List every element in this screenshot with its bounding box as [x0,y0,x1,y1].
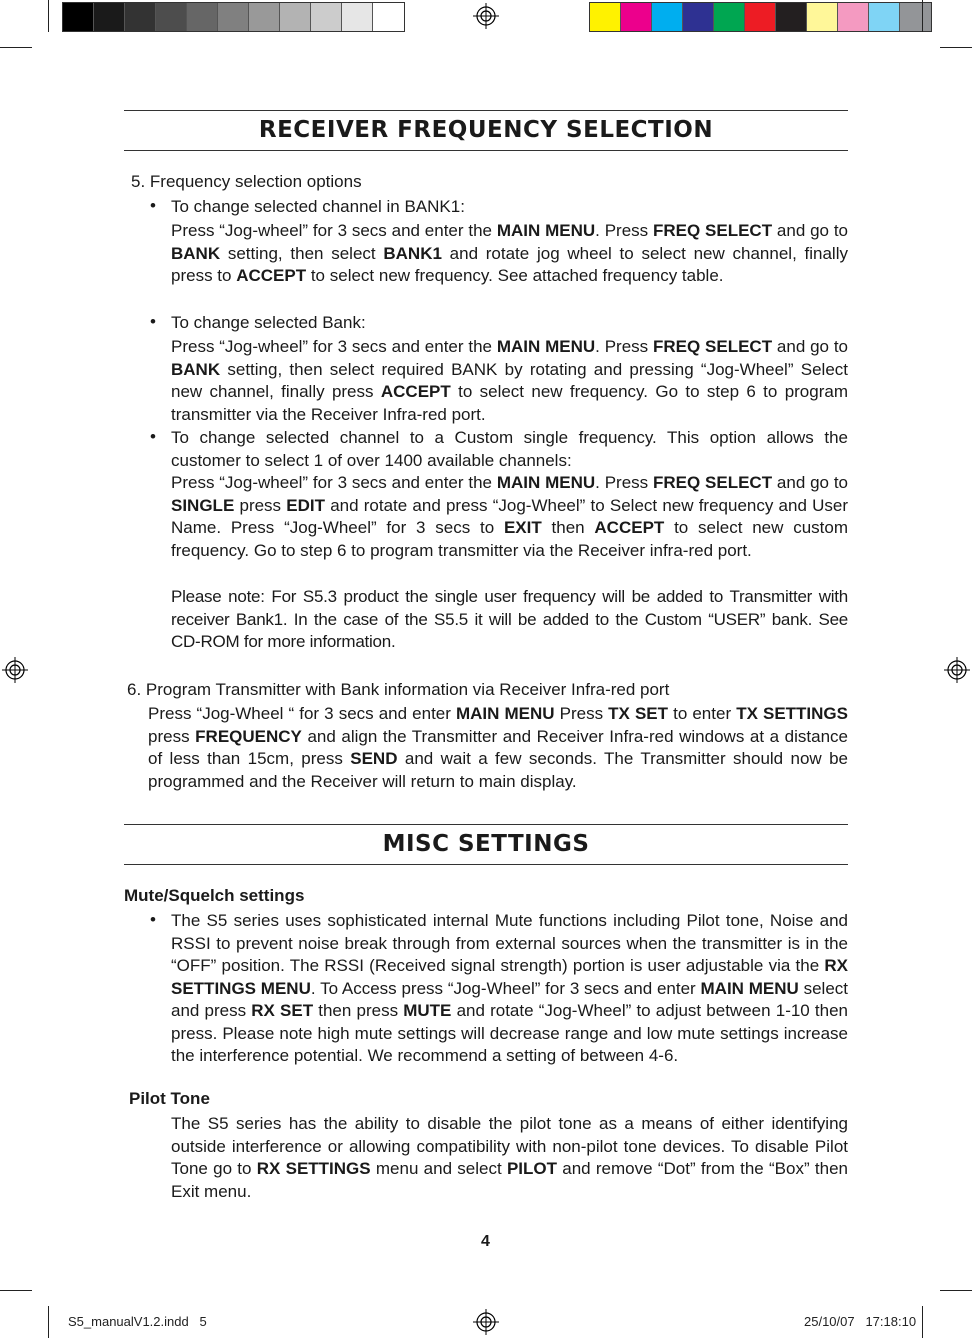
color-swatch [94,3,125,31]
bold-term: RX SETTINGS [256,1159,371,1178]
section-title-misc-settings: MISC SETTINGS [382,831,590,857]
bold-term: BANK1 [383,243,442,263]
bold-term: MAIN MENU [496,473,596,492]
color-swatch [590,3,621,31]
color-swatch [187,3,218,31]
color-bar [589,2,932,32]
bullet-icon: • [150,312,156,331]
color-swatch [373,3,404,31]
item-5-label: 5. Frequency selection options [131,172,362,191]
bold-term: MAIN MENU [496,337,596,356]
bold-term: FREQUENCY [195,726,302,746]
bullet-1-title: To change selected channel in BANK1: [171,197,465,216]
bold-term: MAIN MENU [455,704,555,723]
item-6-body: Press “Jog-Wheel “ for 3 secs and enter MAIN MENU Press TX SET to enter TX SETTINGS press FREQUENCY and align the Transmitter and Receiver Infra-red windows at a distance of less than 15cm, press SEND and wait a few seconds. The Transmitter should now be programmed and the Receiver will return to main display. [148,704,848,791]
bold-term: SEND [350,749,398,768]
color-swatch [869,3,900,31]
section-rule-top [124,824,848,825]
registration-mark-icon [473,1309,499,1335]
bullet-icon: • [150,196,156,215]
registration-mark-icon [2,657,28,683]
bold-term: ACCEPT [380,382,451,401]
page-number: 4 [481,1233,490,1250]
bullet-3-body: Press “Jog-wheel” for 3 secs and enter the MAIN MENU. Press FREQ SELECT and go to SINGLE press EDIT and rotate and press “Jog-Wheel” to Select new frequency and User Name. Press “Jog-Wheel” for 3 secs to EXIT then ACCEPT to select new custom frequency. Go to step 6 to program transmitter via the Receiver infra-red port. [171,473,849,560]
color-swatch [745,3,776,31]
item-6-label: 6. Program Transmitter with Bank information via Receiver Infra-red port [127,680,670,699]
bullet-1-body: Press “Jog-wheel” for 3 secs and enter the MAIN MENU. Press FREQ SELECT and go to BANK setting, then select BANK1 and rotate jog wheel to select new channel, finally press to ACCEPT to select new frequency. See attached frequency table. [171,221,849,285]
bullet-3-note: Please note: For S5.3 product the single user frequency will be added to Transmitter with receiver Bank1. In the case of the S5.5 it will be added to the Custom “USER” bank. See CD-ROM for more information. [171,587,848,651]
crop-mark [0,47,32,48]
bold-term: TX SET [608,704,669,723]
color-swatch [156,3,187,31]
bullet-3-title: To change selected channel to a Custom single frequency. This option allows the customer to select 1 of over 1400 available channels: [171,428,848,470]
bold-term: TX SETTINGS [736,704,848,723]
color-swatch [125,3,156,31]
color-swatch [280,3,311,31]
color-swatch [249,3,280,31]
color-swatch [900,3,931,31]
color-swatch [683,3,714,31]
crop-mark [48,0,49,32]
bullet-icon: • [150,427,156,446]
mute-body: The S5 series uses sophisticated internal Mute functions including Pilot tone, Noise and RSSI to prevent noise break through from external sources when the transmitter is in the “OFF” position. The RSSI (Received signal strength) portion is user adjustable via the RX SETTINGS MENU. To Access press “Jog-Wheel” for 3 secs and enter MAIN MENU select and press RX SET then press MUTE and rotate “Jog-Wheel” to adjust between 1-10 then press. Please note high mute settings will decrease range and low mute settings increase the interference potential. We recommend a setting of between 4-6. [171,911,849,1065]
color-swatch [838,3,869,31]
bullet-2-body: Press “Jog-wheel” for 3 secs and enter the MAIN MENU. Press FREQ SELECT and go to BANK setting, then select required BANK by rotating and pressing “Jog-Wheel” Select new channel, finally press ACCEPT to select new frequency. Go to step 6 to program transmitter via the Receiver Infra-red port. [171,337,849,424]
pilot-body: The S5 series has the ability to disable the pilot tone as a means of either identifying outside interference or allowing compatibility with non-pilot tone devices. To disable Pilot Tone go to RX SETTINGS menu and select PILOT and remove “Dot” from the “Box” then Exit menu. [171,1114,848,1201]
color-swatch [311,3,342,31]
bold-term: FREQ SELECT [652,221,773,240]
mute-heading: Mute/Squelch settings [124,886,305,905]
bold-term: MAIN MENU [700,978,799,998]
section-rule-bottom [124,864,848,865]
color-swatch [342,3,373,31]
pilot-heading: Pilot Tone [129,1089,210,1108]
footer-file: S5_manualV1.2.indd 5 [68,1314,207,1329]
crop-mark [0,1290,32,1291]
crop-mark [48,1306,49,1338]
bold-term: PILOT [506,1159,558,1178]
bold-term: EDIT [286,495,325,515]
grayscale-bar [62,2,405,32]
bold-term: MAIN MENU [496,221,596,240]
bold-term: SINGLE [171,495,235,515]
bold-term: MUTE [403,1001,452,1020]
crop-mark [922,0,923,32]
bold-term: RX SETTINGS MENU [171,956,848,998]
crop-mark [922,1306,923,1338]
bullet-2-title: To change selected Bank: [171,313,366,332]
section-rule-top [124,110,848,111]
color-swatch [621,3,652,31]
section-rule-bottom [124,150,848,151]
bold-term: FREQ SELECT [652,337,773,356]
bold-term: BANK [171,359,221,379]
bullet-icon: • [150,910,156,929]
section-title-receiver-frequency: RECEIVER FREQUENCY SELECTION [258,117,714,143]
color-swatch [652,3,683,31]
color-swatch [807,3,838,31]
bold-term: FREQ SELECT [652,473,773,492]
color-swatch [776,3,807,31]
footer-date: 25/10/07 17:18:10 [804,1314,917,1329]
color-swatch [714,3,745,31]
registration-mark-icon [473,3,499,29]
crop-mark [940,1290,972,1291]
bold-term: RX SET [251,1001,314,1020]
color-swatch [63,3,94,31]
crop-mark [940,47,972,48]
bold-term: EXIT [503,518,542,537]
bold-term: ACCEPT [236,266,307,285]
registration-mark-icon [944,657,970,683]
bold-term: ACCEPT [594,518,665,537]
color-swatch [218,3,249,31]
bold-term: BANK [171,243,221,263]
